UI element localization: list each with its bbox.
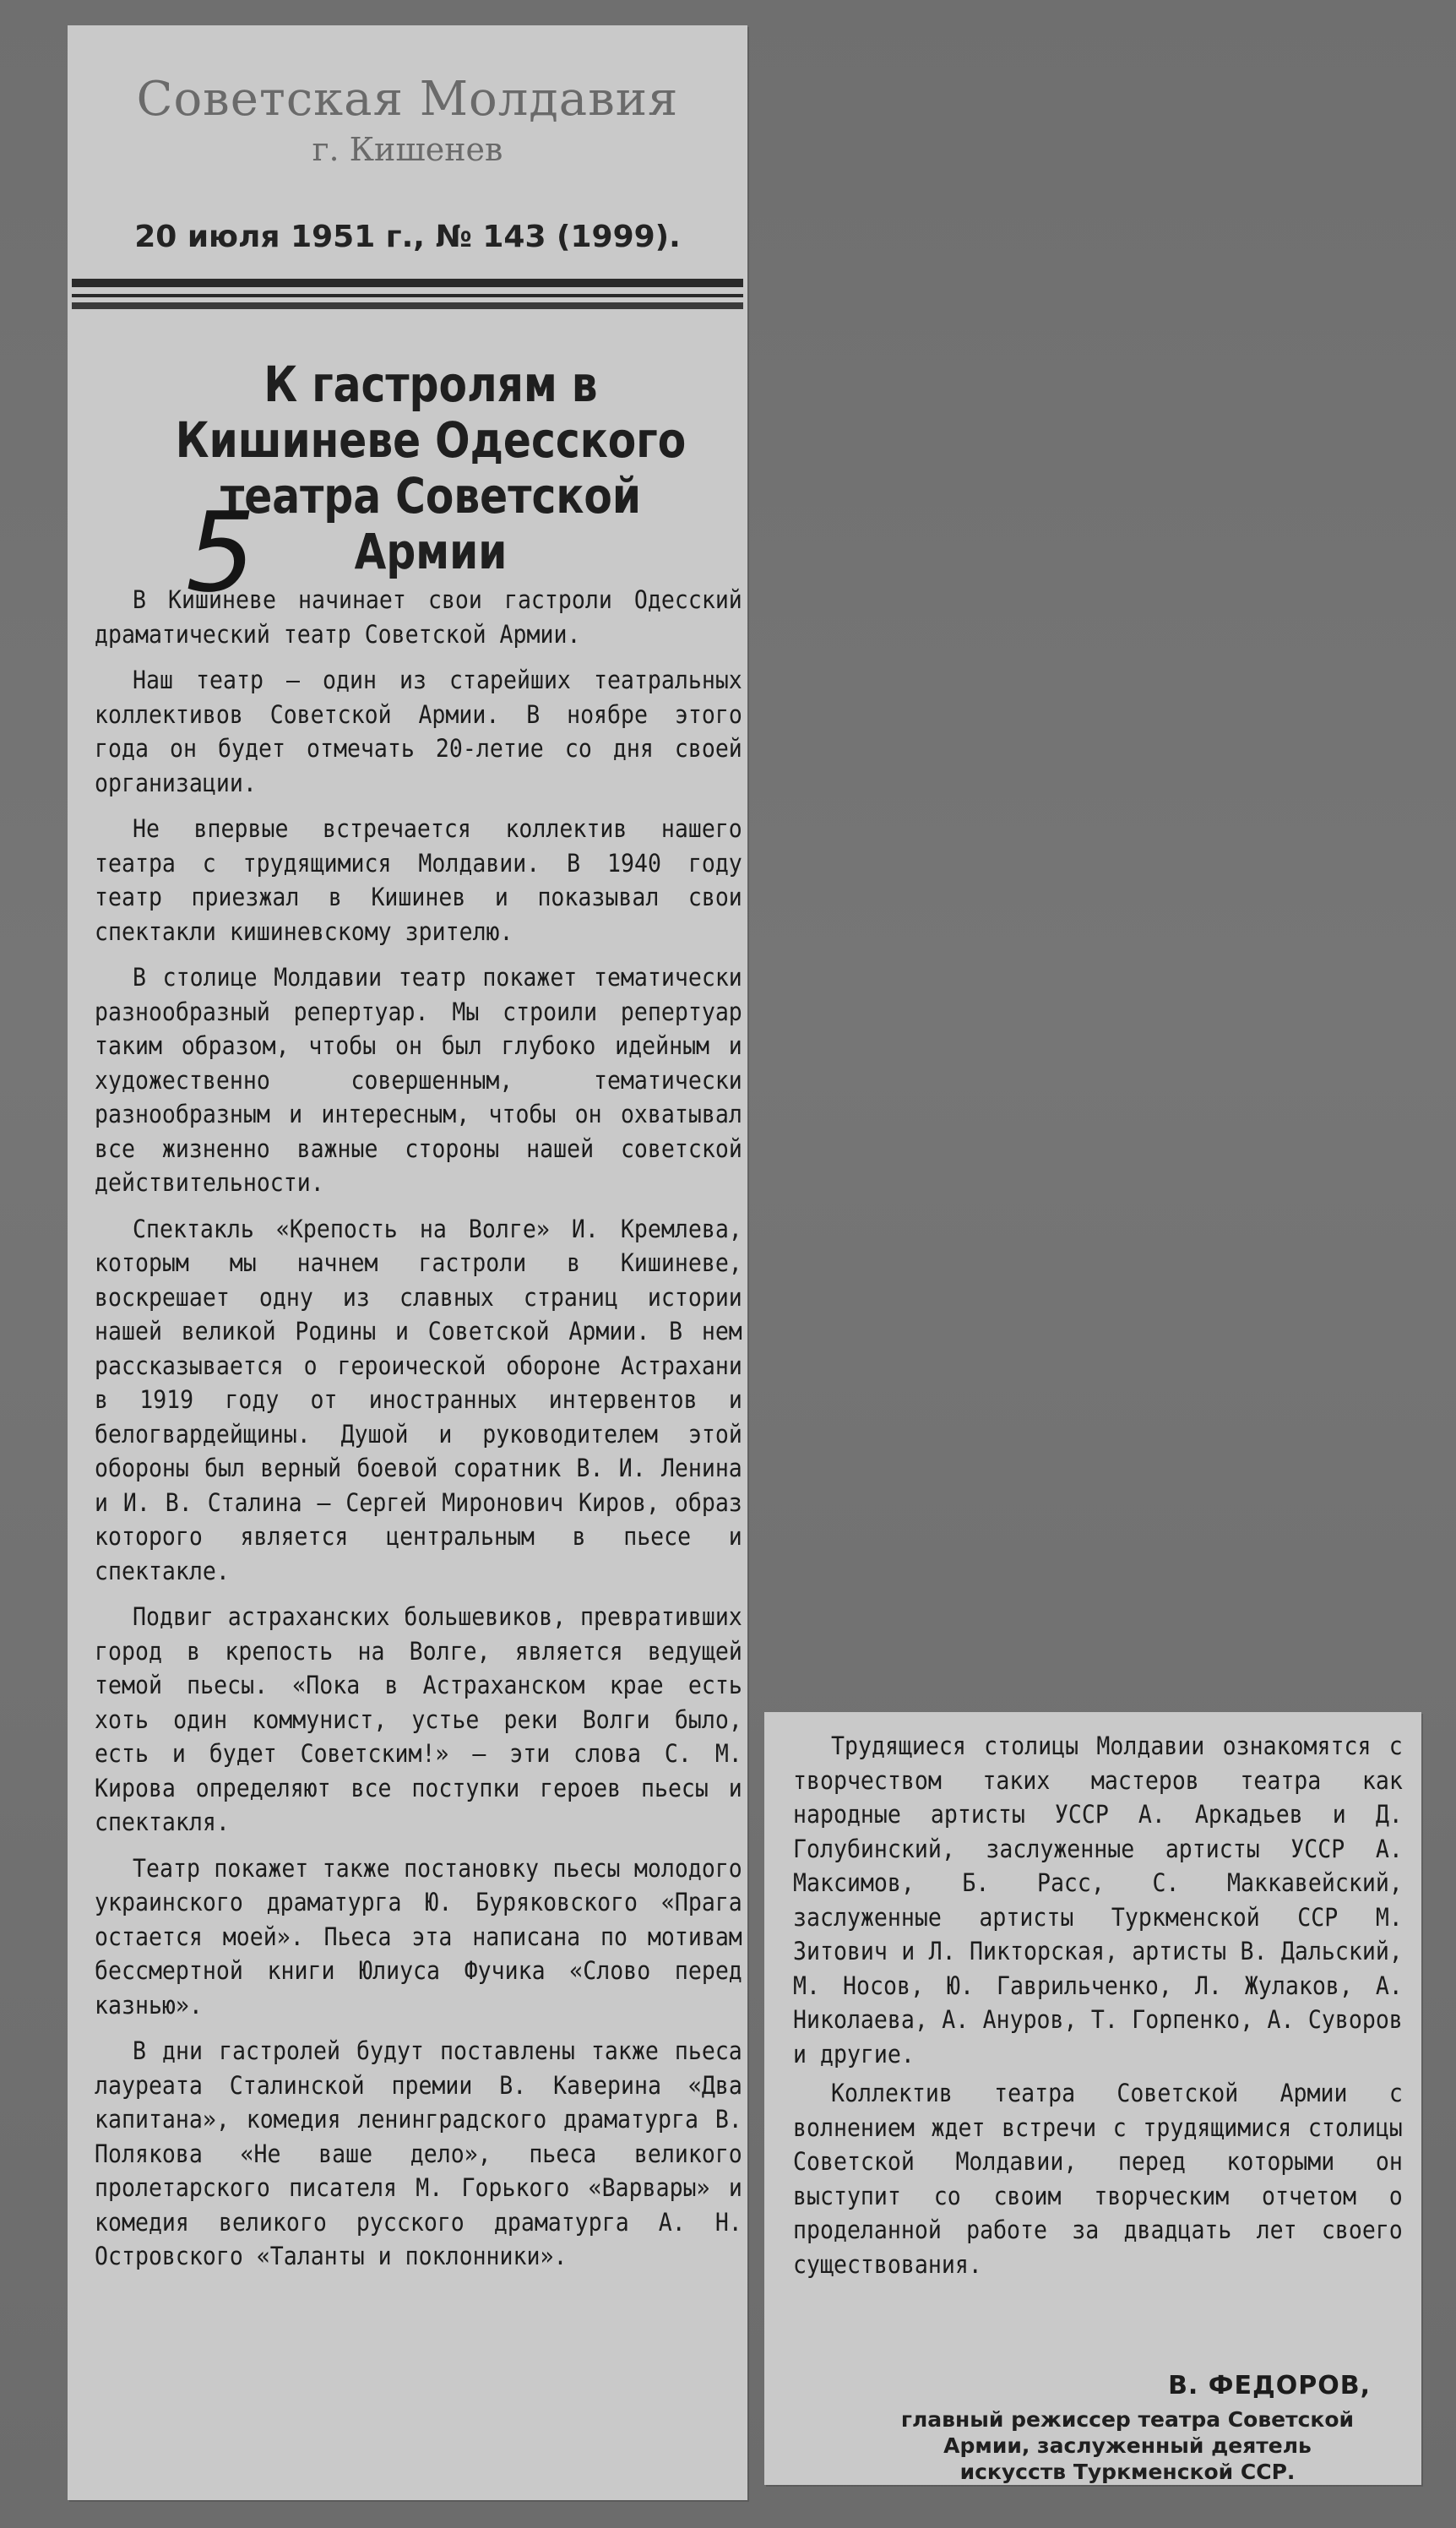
article-column-2 xyxy=(793,1729,1403,2286)
paragraph: Подвиг астраханских большевиков, превративших город в крепость на Волге, является ведущей темой пьесы. «Пока в Астраханском крае есть хоть один коммунист, устье реки Волги было, есть и будет Советским!» — эти слова С. М. Кирова определяют все поступки героев пьесы и спектакля. xyxy=(95,1602,742,1836)
paragraph: Трудящиеся столицы Молдавии ознакомятся с творчеством таких мастеров театра как народные артисты УССР А. Аркадьев и Д. Голубинский, заслуженные артисты УССР А. Максимов, Б. Расс, С. Маккавейский, заслуженные артисты Туркменской ССР М. Зитович и Л. Пикторская, артисты В. Дальский, М. Носов, Ю. Гаврильченко, Л. Жулаков, А. Николаева, А. Ануров, Т. Горпенко, А. Суворов и другие. xyxy=(793,1732,1403,2069)
divider-rule xyxy=(72,279,743,287)
paragraph: Театр покажет также постановку пьесы молодого украинского драматурга Ю. Буряковского «Прага остается моей». Пьеса эта написана по мотивам бессмертной книги Юлиуса Фучика «Слово перед казнью». xyxy=(95,1853,742,2020)
paragraph: В дни гастролей будут поставлены также пьеса лауреата Сталинской премии В. Каверина «Два капитана», комедия ленинградского драматурга В. Полякова «Не ваше дело», пьеса великого пролетарского писателя М. Горького «Варвары» и комедия великого русского драматурга А. Н. Островского «Таланты и поклонники». xyxy=(95,2036,742,2270)
article-column-1 xyxy=(95,583,742,2286)
continuation-clipping xyxy=(764,1712,1421,2485)
handwritten-page-number: 5 xyxy=(186,488,256,617)
paragraph: Наш театр — один из старейших театральных коллективов Советской Армии. В ноябре этого года он будет отмечать 20-летие со дня своей организации. xyxy=(95,666,742,797)
issue-dateline: 20 июля 1951 г., № 143 (1999). xyxy=(134,220,681,254)
author-title: главный режиссер театра Советской Армии, заслуженный деятель искусств Туркменской ССР. xyxy=(900,2407,1355,2484)
divider-rule xyxy=(72,302,743,309)
divider-rule xyxy=(72,294,743,297)
paragraph: В столице Молдавии театр покажет тематически разнообразный репертуар. Мы строили репертуар таким образом, чтобы он был глубоко идейным и художественно совершенным, тематически разнообразным и интересным, чтобы он охватывал все жизненно важные стороны нашей советской действительности. xyxy=(95,963,742,1197)
newspaper-city: г. Кишенев xyxy=(312,131,503,168)
newspaper-name: Советская Молдавия xyxy=(136,72,679,127)
article-headline: К гастролям в Кишиневе Одесского театра Советской Армии xyxy=(175,356,687,580)
author-name: В. ФЕДОРОВ, xyxy=(1168,2371,1371,2400)
main-clipping xyxy=(68,25,747,2500)
paragraph: Не впервые встречается коллектив нашего театра с трудящимися Молдавии. В 1940 году театр приезжал в Кишинев и показывал свои спектакли кишиневскому зрителю. xyxy=(95,814,742,946)
paragraph: В Кишиневе начинает свои гастроли Одесский драматический театр Советской Армии. xyxy=(95,585,742,649)
masthead xyxy=(68,25,747,279)
paragraph: Коллектив театра Советской Армии с волнением ждет встречи с трудящимися столицы Советской Молдавии, перед которыми он выступит со своим творческим отчетом о проделанной работе за двадцать лет своего существования. xyxy=(793,2079,1403,2279)
paragraph: Спектакль «Крепость на Волге» И. Кремлева, которым мы начнем гастроли в Кишиневе, воскрешает одну из славных страниц истории нашей великой Родины и Советской Армии. В нем рассказывается о героической обороне Астрахани в 1919 году от иностранных интервентов и белогвардейщины. Душой и руководителем этой обороны был верный боевой соратник В. И. Ленина и И. В. Сталина — Сергей Миронович Киров, образ которого является центральным в пьесе и спектакле. xyxy=(95,1214,742,1585)
